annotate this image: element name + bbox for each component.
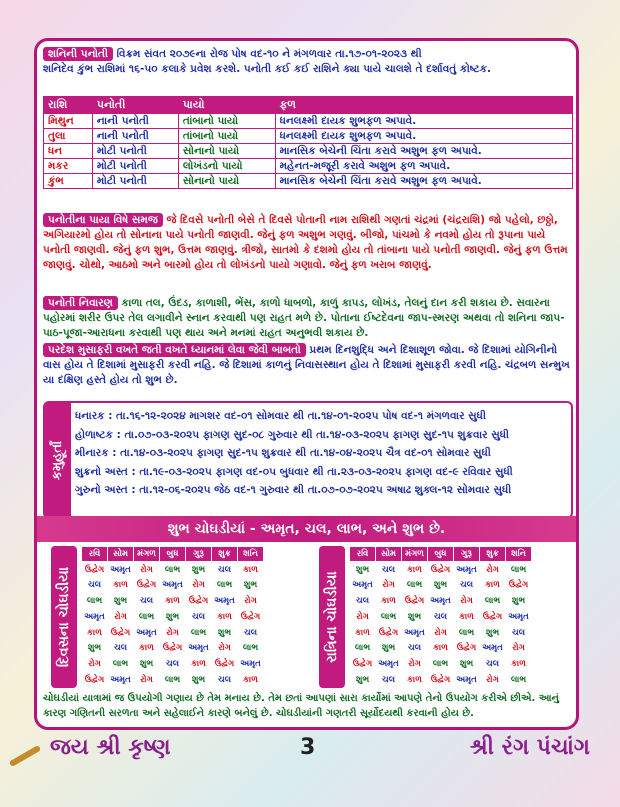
choghadiya-row [82, 577, 264, 593]
panoti-header-cell: રાશિ [44, 97, 93, 114]
kamuhurta-row: મીનારક : તા.૧૪-૦૩-૨૦૨૫ ફાગણ સુદ-૧૫ શુક્રવાર થી તા.૧૪-૦૪-૨૦૨૫ ચૈત્ર વદ-૦૧ સોમવાર સુધી [75, 447, 491, 459]
choghadiya-cell: લાભ [432, 659, 449, 670]
choghadiya-cell: રોગ [192, 580, 205, 591]
pardesh-block [43, 343, 570, 388]
choghadiya-day-header: રવિ [350, 547, 376, 562]
footer-right: શ્રી રંગ પંચાંગ [469, 735, 590, 760]
choghadiya-cell: ચલ [433, 611, 448, 622]
choghadiya-note: ચોઘડીયાં યાત્રામાં જ ઉપયોગી ગણાય છે તેમ મનાય છે. તેમ છતાં આપણાં સારા કાર્યોમાં આપણે તેનો ઉપયોગ કરીએ છીએ. આનું કારણ ગણિતની સરળતા અને સહેલાઈને કારણે બનેલું છે. ચોઘડીયાંની ગણતરી સૂર્યોદયથી કરવાની હોય છે. [43, 693, 559, 719]
choghadiya-cell: અમૃત [508, 611, 529, 622]
choghadiya-day-header: રવિ [82, 547, 108, 562]
choghadiya-cell: ચલ [217, 564, 232, 575]
choghadiya-cell: લાભ [86, 595, 103, 606]
choghadiya-cell: શુભ [113, 595, 128, 606]
choghadiya-cell: અમૃત [214, 595, 235, 606]
choghadiya-cell: કાળ [113, 580, 128, 591]
choghadiya-cell: શુભ [381, 643, 396, 654]
panoti-row [44, 144, 573, 159]
choghadiya-cell: ચલ [217, 674, 232, 685]
choghadiya-cell: કાળ [433, 643, 448, 654]
choghadiya-day-header: શુક્ર [480, 547, 506, 562]
choghadiya-cell: અમૃત [84, 611, 105, 622]
choghadiya-day-header: બુધ [428, 547, 454, 562]
day-choghadiya-title: દિવસના ચોઘડીયા [56, 566, 72, 668]
night-choghadiya-title: રાત્રિના ચોઘડીયા [324, 571, 341, 663]
choghadiya-cell: અમૃત [240, 659, 261, 670]
choghadiya-cell: કાળ [217, 611, 232, 622]
choghadiya-cell: ચલ [191, 611, 206, 622]
choghadiya-cell: અમૃત [110, 674, 131, 685]
panoti-cell: તુલા [44, 129, 93, 144]
panoti-cell: સોનાનો પાયો [178, 144, 275, 159]
choghadiya-cell: ચલ [355, 595, 370, 606]
choghadiya-cell: ઉદ્વેગ [136, 580, 157, 591]
panoti-cell: ધનલક્ષ્મી દાયક શુભફળ અપાવે. [275, 129, 572, 144]
night-choghadiya-title-bar [319, 546, 345, 688]
choghadiya-cell: રોગ [382, 580, 395, 591]
choghadiya-cell: લાભ [190, 627, 207, 638]
day-choghadiya [51, 546, 313, 688]
choghadiya-cell: લાભ [242, 643, 259, 654]
choghadiya-cell: અમૃત [456, 674, 477, 685]
panoti-cell: મોટી પનોતી [92, 159, 178, 174]
panoti-header-cell: પાયો [178, 97, 275, 114]
choghadiya-cell: રોગ [486, 564, 499, 575]
choghadiya-row [82, 609, 264, 625]
choghadiya-cell: ઉદ્વેગ [456, 643, 477, 654]
choghadiya-cell: લાભ [112, 659, 129, 670]
choghadiya-cell: અમૃત [456, 564, 477, 575]
choghadiya-cell: શુભ [87, 643, 102, 654]
choghadiya-cell: અમૃત [162, 580, 183, 591]
panoti-cell: ધનલક્ષ્મી દાયક શુભફળ અપાવે. [275, 114, 572, 129]
choghadiya-cell: કાળ [243, 564, 258, 575]
choghadiya-cell: લાભ [406, 580, 423, 591]
choghadiya-cell: શુભ [165, 611, 180, 622]
choghadiya-cell: ઉદ્વેગ [352, 659, 373, 670]
paya-tag: પનોતીના પાયા વિષે સમજ [43, 213, 163, 227]
choghadiya-cell: શુભ [243, 580, 258, 591]
choghadiya-cell: રોગ [486, 674, 499, 685]
choghadiya-cell: ચલ [87, 580, 102, 591]
panoti-cell: મોટી પનોતી [92, 144, 178, 159]
choghadiya-cell: અમૃત [404, 627, 425, 638]
choghadiya-cell: કાળ [407, 564, 422, 575]
choghadiya-day-header: ગુરૂ [454, 547, 480, 562]
day-choghadiya-table [81, 546, 264, 688]
choghadiya-cell: ચલ [485, 659, 500, 670]
nivaran-tag: પનોતી નિવારણ [43, 296, 118, 310]
choghadiya-cell: રોગ [512, 643, 525, 654]
night-choghadiya-table [349, 546, 532, 688]
choghadiya-row [82, 672, 264, 688]
choghadiya-cell: કાળ [485, 580, 500, 591]
panoti-cell: મોટી પનોતી [92, 174, 178, 189]
choghadiya-cell: રોગ [140, 564, 153, 575]
panoti-cell: ધન [44, 144, 93, 159]
choghadiya-cell: અમૃત [352, 580, 373, 591]
choghadiya-cell: લાભ [380, 611, 397, 622]
panoti-cell: તાંબાનો પાયો [178, 114, 275, 129]
choghadiya-header-row [350, 547, 532, 562]
choghadiya-row [82, 640, 264, 656]
paya-block [43, 213, 570, 273]
choghadiya-cell: રોગ [244, 595, 257, 606]
choghadiya-cell: ઉદ્વેગ [110, 627, 131, 638]
shubh-band: શુભ ચોઘડીયાં - અમૃત, ચલ, લાભ, અને શુભ છે. [37, 516, 576, 542]
page-number: 3 [300, 735, 316, 760]
choghadiya-cell: અમૃત [430, 595, 451, 606]
shani-panoti-tag: શનિની પનોતી [43, 47, 113, 61]
kamuhurta-row: ગુરુનો અસ્ત : તા.૧૨-૦૬-૨૦૨૫ જેઠ વદ-૧ ગુરુવાર થી તા.૦૭-૦૭-૨૦૨૫ અષાઢ શુક્લ-૧૨ સોમવાર સુધી [75, 484, 512, 496]
choghadiya-cell: ઉદ્વેગ [508, 580, 529, 591]
choghadiya-day-header: મંગળ [402, 547, 428, 562]
choghadiya-cell: લાભ [510, 564, 527, 575]
choghadiya-cell: કાળ [407, 674, 422, 685]
choghadiya-row [350, 562, 532, 578]
choghadiya-cell: રોગ [218, 643, 231, 654]
panoti-cell: મકર [44, 159, 93, 174]
choghadiya-cell: રોગ [114, 611, 127, 622]
choghadiya-cell: શુભ [407, 611, 422, 622]
choghadiya-cell: લાભ [164, 564, 181, 575]
panoti-row [44, 129, 573, 144]
choghadiya-cell: શુભ [433, 580, 448, 591]
choghadiya-row [350, 672, 532, 688]
panoti-table [43, 96, 573, 189]
kamuhurta-row: ધનારક : તા.૧૬-૧૨-૨૦૨૪ માગશર વદ-૦૧ સોમવાર થી તા.૧૪-૦૧-૨૦૨૫ પોષ વદ-૧ મંગળવાર સુધી [75, 410, 486, 422]
choghadiya-cell: કાળ [381, 595, 396, 606]
kamuhurta-box [43, 401, 573, 519]
choghadiya-cell: ચલ [511, 627, 526, 638]
choghadiya-cell: ચલ [381, 674, 396, 685]
choghadiya-cell: કાળ [355, 627, 370, 638]
choghadiya-cell: શુભ [355, 674, 370, 685]
choghadiya-cell: ચલ [459, 580, 474, 591]
choghadiya-cell: ઉદ્વેગ [214, 659, 235, 670]
pardesh-tag: પરદેશ મુસાફરી વખતે જતી વખતે ધ્યાનમાં લેવા જેવી બાબતો [43, 343, 306, 357]
choghadiya-cell: શુભ [459, 659, 474, 670]
choghadiya-cell: કાળ [139, 643, 154, 654]
panoti-cell: નાની પનોતી [92, 129, 178, 144]
choghadiya-cell: લાભ [484, 595, 501, 606]
intro-block [43, 47, 570, 77]
choghadiya-cell: ચલ [113, 643, 128, 654]
choghadiya-cell: રોગ [140, 674, 153, 685]
choghadiya-row [82, 625, 264, 641]
nivaran-text: કાળા તલ, ઉંદડ, કાળાશી, ભેંસ, કાળો ધાબળો, કાળું કાપડ, લોખંડ, તેલનું દાન કરી શકાય છે. સવારના પહોરમાં શરીર ઉપર તેલ લગાવીને સ્નાન કરવાથી પણ રાહત મળે છે. પોતાના ઈષ્ટદેવના જાપ-સ્મરણ અથવા તો શનિના જાપ-પાઠ-પૂજા-આરાધના કરવાથી પણ થાય અને મનમાં રાહત અનુભવી શકાય છે. [43, 297, 565, 339]
choghadiya-cell: અમૃત [110, 564, 131, 575]
choghadiya-day-header: મંગળ [134, 547, 160, 562]
kamuhurta-title-bar [45, 403, 71, 517]
choghadiya-row [82, 562, 264, 578]
choghadiya-cell: ઉદ્વેગ [430, 674, 451, 685]
choghadiya-row [82, 656, 264, 672]
choghadiya-cell: ઉદ્વેગ [162, 643, 183, 654]
pardesh-text: પ્રથમ દિનશુદ્ધિ અને દિશાશૂળ જોવા. જે દિશામાં યોગિનીનો વાસ હોય તે દિશામાં મુસાફરી કરવી નહિ. જે દિશામાં કાળનું નિવાસસ્થાન હોય તે દિશામાં મુસાફરી કરવી નહિ. ચંદ્રબળ સન્મુખ યા દક્ષિણ હસ્તે હોય તો શુભ છે. [43, 344, 570, 386]
choghadiya-cell: શુભ [355, 564, 370, 575]
panoti-cell: નાની પનોતી [92, 114, 178, 129]
choghadiya-cell: કાળ [87, 627, 102, 638]
content-card [34, 38, 579, 730]
kamuhurta-rows [75, 407, 567, 500]
choghadiya-cell: શુભ [217, 627, 232, 638]
choghadiya-cell: રોગ [408, 659, 421, 670]
night-choghadiya [319, 546, 579, 688]
choghadiya-cell: અમૃત [188, 643, 209, 654]
panoti-cell: તાંબાનો પાયો [178, 129, 275, 144]
panoti-row [44, 159, 573, 174]
choghadiya-cell: કાળ [459, 611, 474, 622]
choghadiya-day-header: શનિ [238, 547, 264, 562]
choghadiya-cell: શુભ [511, 595, 526, 606]
choghadiya-row [82, 593, 264, 609]
kamuhurta-row: હોળાષ્ટક : તા.૦૭-૦૩-૨૦૨૫ ફાગણ સુદ-૦૮ ગુરુવાર થી તા.૧૪-૦૩-૨૦૨૫ ફાગણ સુદ-૧૫ શુક્રવાર સુધી [75, 428, 510, 441]
choghadiya-cell: ઉદ્વેગ [84, 564, 105, 575]
choghadiya-cell: અમૃત [482, 643, 503, 654]
choghadiya-cell: શુભ [191, 564, 206, 575]
choghadiya-cell: કાળ [165, 595, 180, 606]
choghadiya-cell: ચલ [165, 659, 180, 670]
choghadiya-cell: ચલ [407, 643, 422, 654]
panoti-cell: માનસિક બેચેની ચિંતા કરાવે અશુભ ફળ અપાવે. [275, 144, 572, 159]
choghadiya-cell: શુભ [139, 659, 154, 670]
panoti-cell: માનસિક બેચેની ચિંતા કરાવે અશુભ ફળ અપાવે. [275, 174, 572, 189]
choghadiya-day-header: સોમ [108, 547, 134, 562]
choghadiya-cell: ચલ [243, 627, 258, 638]
panoti-header-cell: પનોતી [92, 97, 178, 114]
choghadiya-cell: અમૃત [136, 627, 157, 638]
panoti-row [44, 114, 573, 129]
choghadiya-cell: રોગ [356, 611, 369, 622]
choghadiya-cell: ઉદ્વેગ [482, 611, 503, 622]
choghadiya-header-row [82, 547, 264, 562]
choghadiya-day-header: શનિ [506, 547, 532, 562]
choghadiya-cell: લાભ [216, 580, 233, 591]
choghadiya-row [350, 640, 532, 656]
choghadiya-cell: ઉદ્વેગ [188, 595, 209, 606]
choghadiya-cell: કાળ [191, 659, 206, 670]
choghadiya-cell: કાળ [243, 674, 258, 685]
panoti-header-cell: ફળ [275, 97, 572, 114]
choghadiya-cell: રોગ [460, 595, 473, 606]
panoti-cell: લોખંડનો પાયો [178, 159, 275, 174]
choghadiya-row [350, 656, 532, 672]
choghadiya-cell: ચલ [139, 595, 154, 606]
panoti-cell: કુંભ [44, 174, 93, 189]
choghadiya-cell: લાભ [458, 627, 475, 638]
paya-text: જે દિવસે પનોતી બેસે તે દિવસે પોતાની નામ રાશિથી ગણતાં ચંદ્રમાં (ચંદ્રરાશિ) જો પહેલો, છઠ્ઠો, અગિયારમો હોય તો સોનાના પાયે પનોતી જાણવી. જેનું ફળ અશુભ ગણવું. બીજો, પાંચમો કે નવમો હોય તો રૂપાના પાયે પનોતી જાણવી. જેનું ફળ શુભ, ઉત્તમ જાણવું. ત્રીજો, સાતમો કે દશમો હોય તો તાંબાના પાયે પનોતી જાણવી. જેનું ફળ ઉત્તમ જાણવું. ચોથો, આઠમો અને બારમો હોય તો લોખંડનો પાયો ગણાવો. જેનું ફળ ખરાબ જાણવું. [43, 214, 568, 271]
choghadiya-day-header: સોમ [376, 547, 402, 562]
nivaran-block [43, 296, 570, 341]
choghadiya-cell: શુભ [485, 627, 500, 638]
choghadiya-row [350, 577, 532, 593]
choghadiya-cell: ઉદ્વેગ [430, 564, 451, 575]
day-choghadiya-title-bar [51, 546, 77, 688]
footer [0, 735, 620, 795]
choghadiya-day-header: બુધ [160, 547, 186, 562]
panoti-cell: મહેનત-મજૂરી કરાવે અશુભ ફળ અપાવે. [275, 159, 572, 174]
choghadiya-cell: ઉદ્વેગ [378, 627, 399, 638]
footer-left: જય શ્રી કૃષ્ણ [50, 735, 171, 760]
intro-line-1: વિક્રમ સંવત ૨૦૭૯ના રોજ પોષ વદ-૧૦ ને મંગળવાર તા.૧૭-૦૧-૨૦૨૩ થી [113, 48, 422, 60]
choghadiya-day-header: શુક્ર [212, 547, 238, 562]
choghadiya-cell: રોગ [88, 659, 101, 670]
choghadiya-cell: કાળ [511, 659, 526, 670]
choghadiya-cell: ચલ [381, 564, 396, 575]
choghadiya-row [350, 609, 532, 625]
panoti-row [44, 174, 573, 189]
choghadiya-cell: ઉદ્વેગ [404, 595, 425, 606]
choghadiya-cell: શુભ [191, 674, 206, 685]
choghadiya-cell: લાભ [510, 674, 527, 685]
panoti-cell: મિથુન [44, 114, 93, 129]
kamuhurta-title: કમુહૂર્તાં [50, 440, 66, 480]
choghadiya-cell: લાભ [164, 674, 181, 685]
choghadiya-row [350, 625, 532, 641]
choghadiya-cell: રોગ [434, 627, 447, 638]
choghadiya-cell: લાભ [138, 611, 155, 622]
intro-line-2: શનિદેવ કુંભ રાશિમાં ૧૬-૫૦ કલાકે પ્રવેશ કરશે. પનોતી કઈ કઈ રાશિને ક્યા પાયે ચાલશે તે દર્શાવતું કોષ્ટક. [43, 63, 491, 75]
choghadiya-cell: ઉદ્વેગ [84, 674, 105, 685]
choghadiya-cell: અમૃત [378, 659, 399, 670]
choghadiya-cell: ઉદ્વેગ [240, 611, 261, 622]
choghadiya-day-header: ગુરૂ [186, 547, 212, 562]
panoti-cell: સોનાનો પાયો [178, 174, 275, 189]
kamuhurta-row: શુક્રનો અસ્ત : તા.૧૯-૦૩-૨૦૨૫ ફાગણ વદ-૦૫ બુધવાર થી તા.૨૩-૦૩-૨૦૨૫ ફાગણ વદ-૯ રવિવાર સુધી [75, 465, 513, 478]
choghadiya-cell: લાભ [354, 643, 371, 654]
choghadiya-cell: રોગ [166, 627, 179, 638]
flute-icon [9, 745, 41, 767]
choghadiya-row [350, 593, 532, 609]
